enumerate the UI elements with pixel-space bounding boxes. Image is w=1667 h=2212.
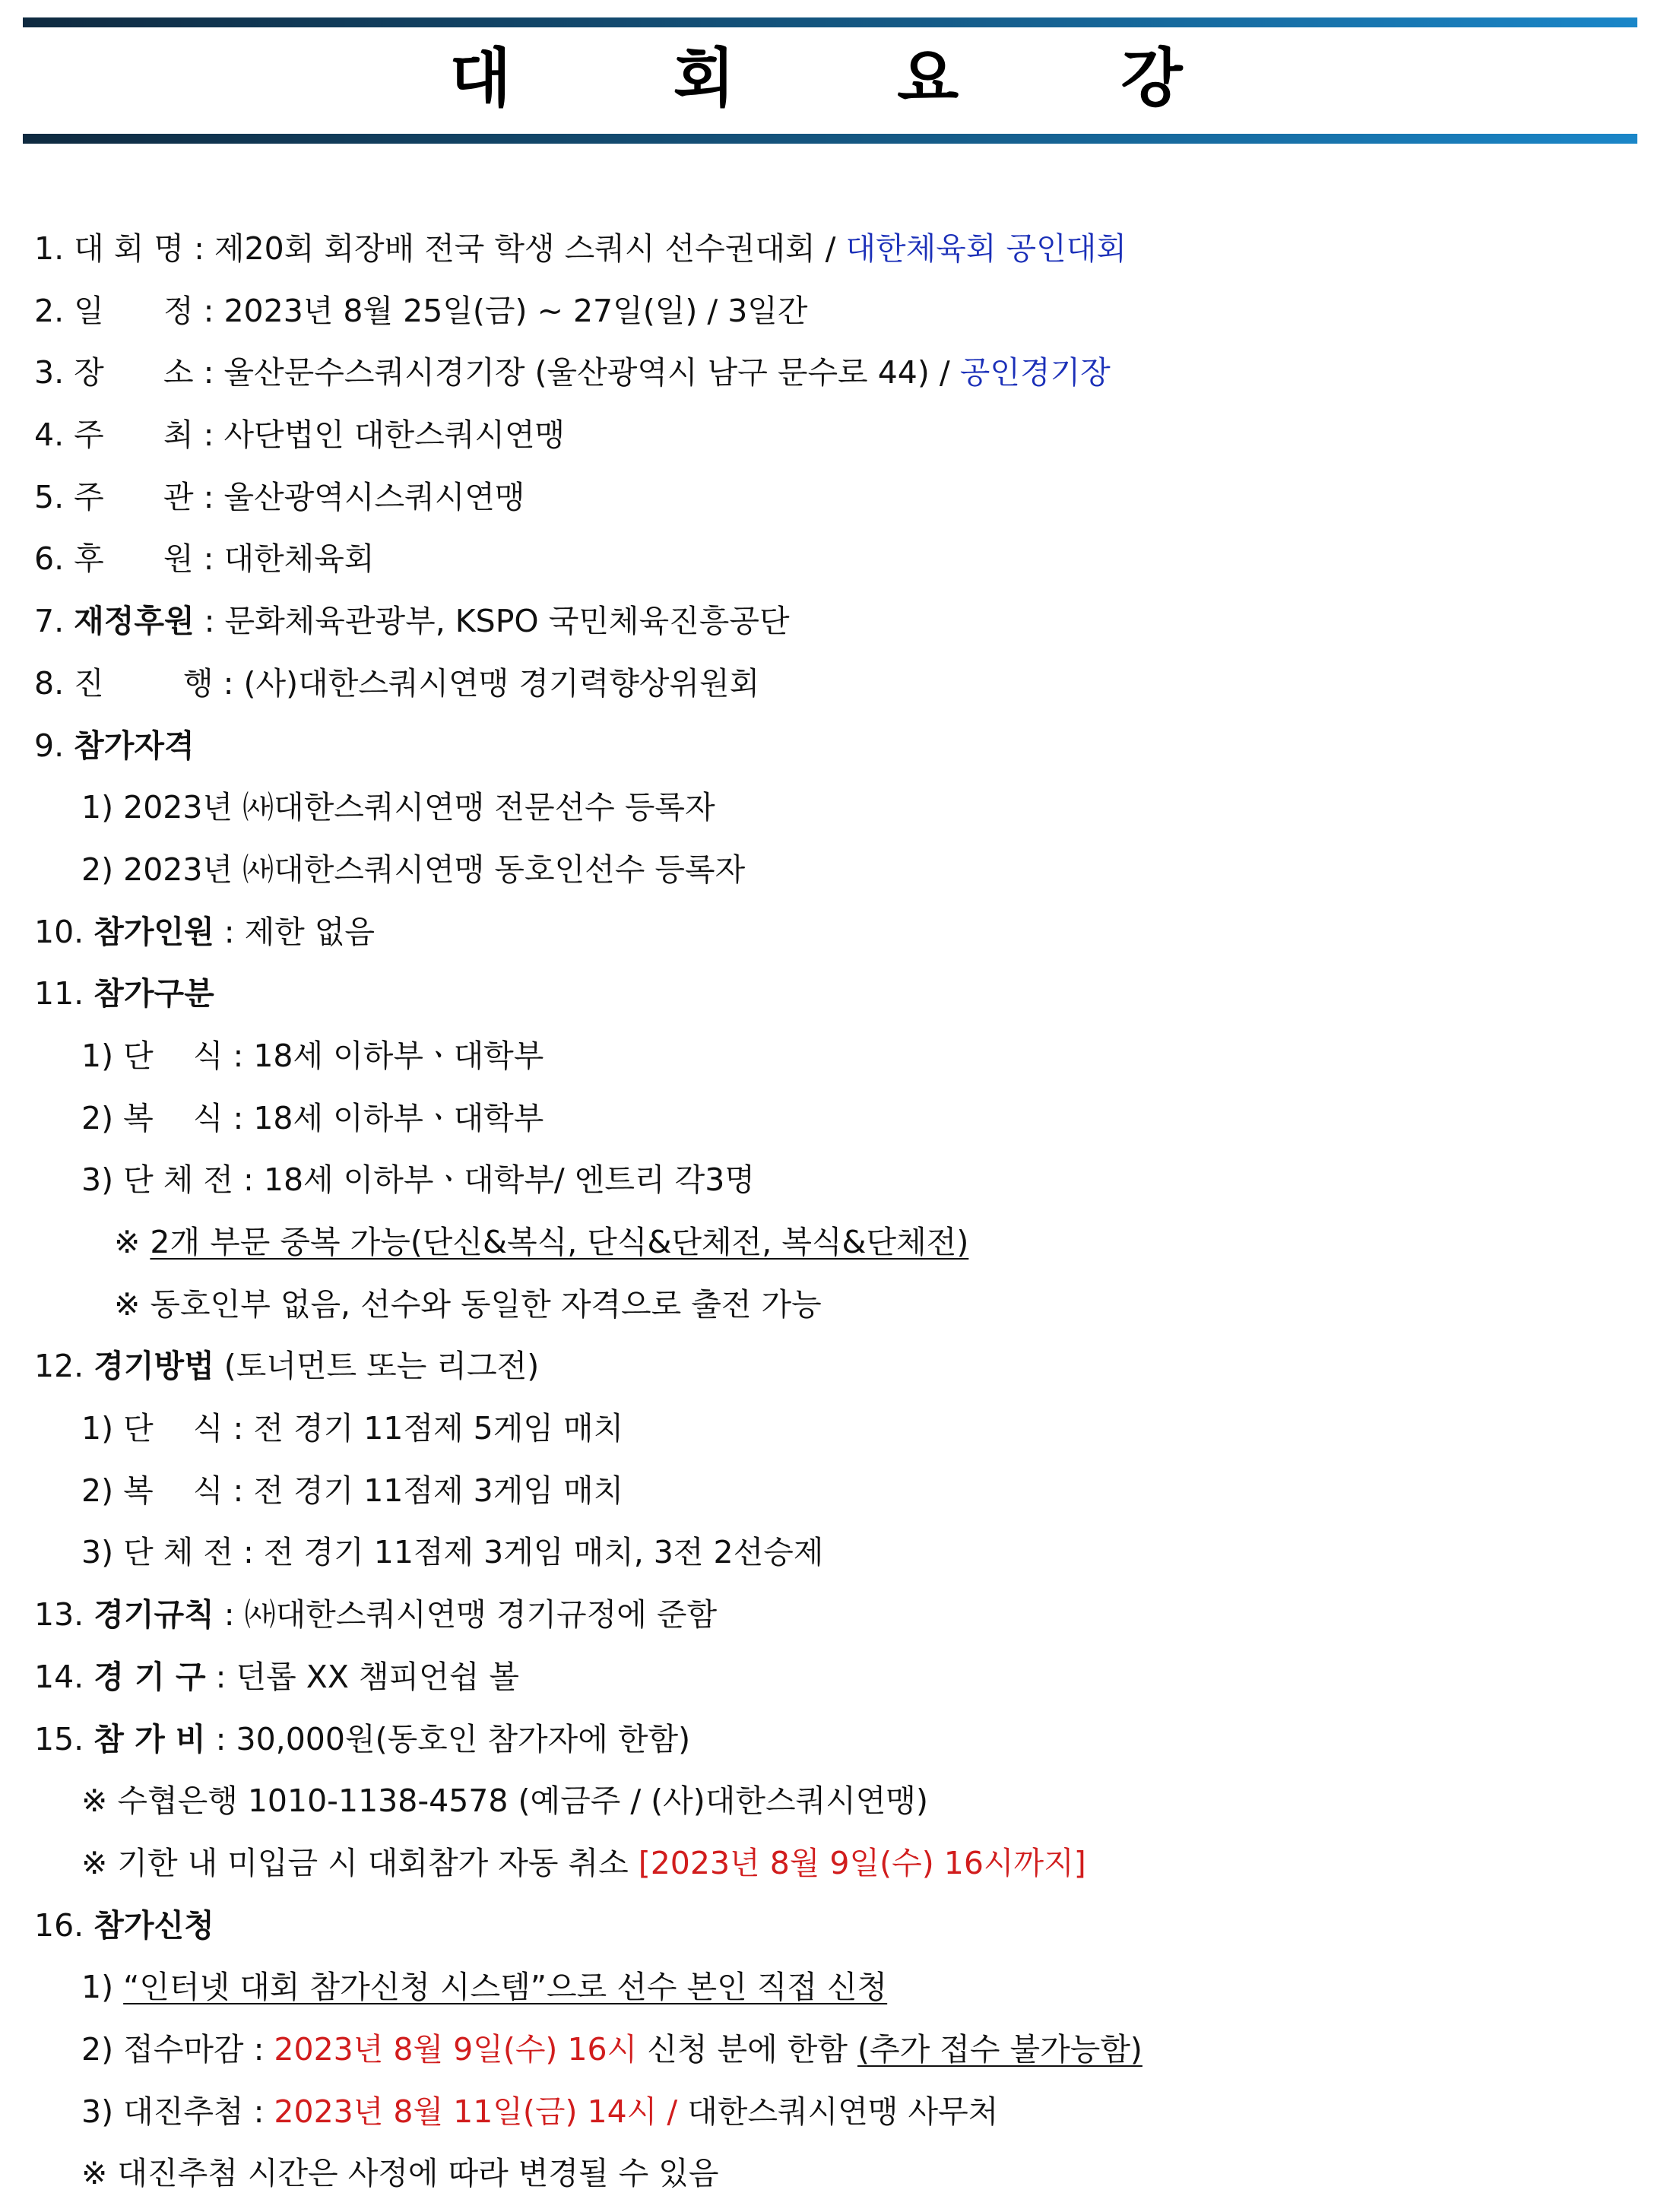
note-item — [34, 1219, 1638, 1281]
item-label: 7. — [34, 603, 74, 640]
item-entry-fee — [34, 1716, 1638, 1778]
sub-item — [34, 2026, 1638, 2088]
sub-item — [34, 2088, 1638, 2150]
item-sponsor — [34, 535, 1638, 597]
sub-item — [34, 1963, 1638, 2026]
item-ball — [34, 1653, 1638, 1716]
item-value: : 제한 없음 — [214, 913, 376, 950]
item-label: 2. 일 정 : — [34, 292, 224, 329]
item-organizer — [34, 474, 1638, 536]
item-value: 대한체육회 — [223, 540, 375, 578]
item-heading: 경기규칙 — [93, 1596, 214, 1634]
note-deadline: [2023년 8월 9일(수) 16시까지] — [638, 1844, 1086, 1881]
item-label: 4. 주 최 : — [34, 417, 224, 454]
item-heading: 참가신청 — [93, 1906, 214, 1944]
item-label: 11. — [34, 975, 94, 1013]
item-label: 9. — [34, 727, 74, 764]
sub-item-number: 1) — [81, 1969, 124, 2006]
sub-item: 2) 2023년 ㈔대한스쿼시연맹 동호인선수 등록자 — [81, 851, 746, 888]
item-value: 2023년 8월 25일(금) ~ 27일(일) / 3일간 — [223, 292, 808, 329]
item-divisions — [34, 970, 1638, 1032]
sub-item: 3) 단 체 전 : 전 경기 11점제 3게임 매치, 3전 2선승제 — [81, 1534, 824, 1571]
page-title: 대 회 요 강 — [449, 41, 1253, 116]
sub-item-underlined: “인터넷 대회 참가신청 시스템”으로 선수 본인 직접 신청 — [123, 1969, 888, 2006]
sub-item-deadline: 2023년 8월 9일(수) 16시 — [274, 2030, 638, 2068]
item-financial-support — [34, 597, 1638, 660]
sub-item: 1) 단 식 : 전 경기 11점제 5게임 매치 — [81, 1410, 624, 1447]
sub-item-label: 2) 접수마감 : — [81, 2030, 274, 2068]
item-value: : 30,000원(동호인 참가자에 한함) — [205, 1720, 691, 1757]
item-application — [34, 1902, 1638, 1964]
item-value: (토너먼트 또는 리그전) — [214, 1348, 540, 1385]
sub-item: 2) 복 식 : 전 경기 11점제 3게임 매치 — [81, 1472, 624, 1509]
item-heading: 참 가 비 — [93, 1720, 206, 1757]
item-heading: 경기방법 — [93, 1348, 214, 1385]
item-value: : 던롭 XX 챔피언쉽 볼 — [205, 1658, 520, 1695]
item-heading: 참가자격 — [74, 727, 195, 764]
item-label: 3. 장 소 : — [34, 354, 224, 391]
note-mark: ※ — [114, 1224, 151, 1260]
item-venue — [34, 349, 1638, 411]
header-top-rule — [23, 17, 1637, 27]
item-label: 5. 주 관 : — [34, 478, 224, 515]
item-value: (사)대한스쿼시연맹 경기력향상위원회 — [243, 664, 760, 702]
note-item: ※ 수협은행 1010-1138-4578 (예금주 / (사)대한스쿼시연맹) — [81, 1783, 929, 1820]
item-heading: 경 기 구 — [93, 1658, 206, 1695]
sub-item-underlined: (추가 접수 불가능함) — [857, 2030, 1142, 2068]
item-schedule — [34, 287, 1638, 350]
item-label: 1. 대 회 명 : — [34, 230, 214, 267]
item-eligibility — [34, 722, 1638, 784]
item-value: : 문화체육관광부, KSPO 국민체육진흥공단 — [194, 603, 790, 640]
sub-item: 1) 단 식 : 18세 이하부ㆍ대학부 — [81, 1037, 544, 1074]
item-label: 14. — [34, 1658, 94, 1695]
item-highlight: 공인경기장 — [959, 354, 1111, 391]
competition-outline — [34, 225, 1638, 2212]
item-value: 울산문수스쿼시경기장 (울산광역시 남구 문수로 44) / — [223, 354, 960, 391]
sub-item: 3) 단 체 전 : 18세 이하부ㆍ대학부/ 엔트리 각3명 — [81, 1161, 755, 1199]
sub-item-label: 3) 대진추첨 : — [81, 2093, 274, 2130]
item-label: 12. — [34, 1348, 94, 1385]
item-label: 13. — [34, 1596, 94, 1634]
item-label: 8. 진 행 : — [34, 664, 244, 702]
item-heading: 참가인원 — [93, 913, 214, 950]
sub-item: 2) 복 식 : 18세 이하부ㆍ대학부 — [81, 1099, 544, 1136]
item-label: 10. — [34, 913, 94, 950]
sub-item: 1) 2023년 ㈔대한스쿼시연맹 전문선수 등록자 — [81, 789, 715, 826]
item-value: 울산광역시스쿼시연맹 — [223, 478, 525, 515]
note-underlined: 2개 부문 중복 가능(단신&복식, 단식&단체전, 복식&단체전) — [150, 1224, 969, 1260]
item-heading: 참가구분 — [93, 975, 214, 1013]
item-highlight: 대한체육회 공인대회 — [845, 230, 1127, 267]
header-bottom-rule — [23, 134, 1637, 144]
item-heading: 재정후원 — [74, 603, 195, 640]
sub-item-text: 신청 분에 한함 — [637, 2030, 858, 2068]
item-match-format — [34, 1342, 1638, 1405]
note-item: ※ 대진추첨 시간은 사정에 따라 변경될 수 있음 — [81, 2155, 719, 2192]
item-participants — [34, 908, 1638, 971]
item-label: 6. 후 원 : — [34, 540, 224, 578]
item-label: 15. — [34, 1720, 94, 1757]
item-operation — [34, 660, 1638, 722]
item-label: 16. — [34, 1906, 94, 1944]
item-host — [34, 411, 1638, 474]
note-item: ※ 동호인부 없음, 선수와 동일한 자격으로 출전 가능 — [114, 1285, 822, 1323]
note-text: ※ 기한 내 미입금 시 대회참가 자동 취소 — [81, 1844, 639, 1881]
sub-item-draw-time: 2023년 8월 11일(금) 14시 / — [274, 2093, 688, 2130]
item-event-name — [34, 225, 1638, 287]
item-value: 제20회 회장배 전국 학생 스쿼시 선수권대회 / — [214, 230, 846, 267]
item-rules — [34, 1591, 1638, 1653]
sub-item-text: 대한스쿼시연맹 사무처 — [687, 2093, 999, 2130]
item-value: 사단법인 대한스쿼시연맹 — [223, 417, 566, 454]
note-item — [34, 1840, 1638, 1902]
item-value: : ㈔대한스쿼시연맹 경기규정에 준함 — [214, 1596, 718, 1634]
